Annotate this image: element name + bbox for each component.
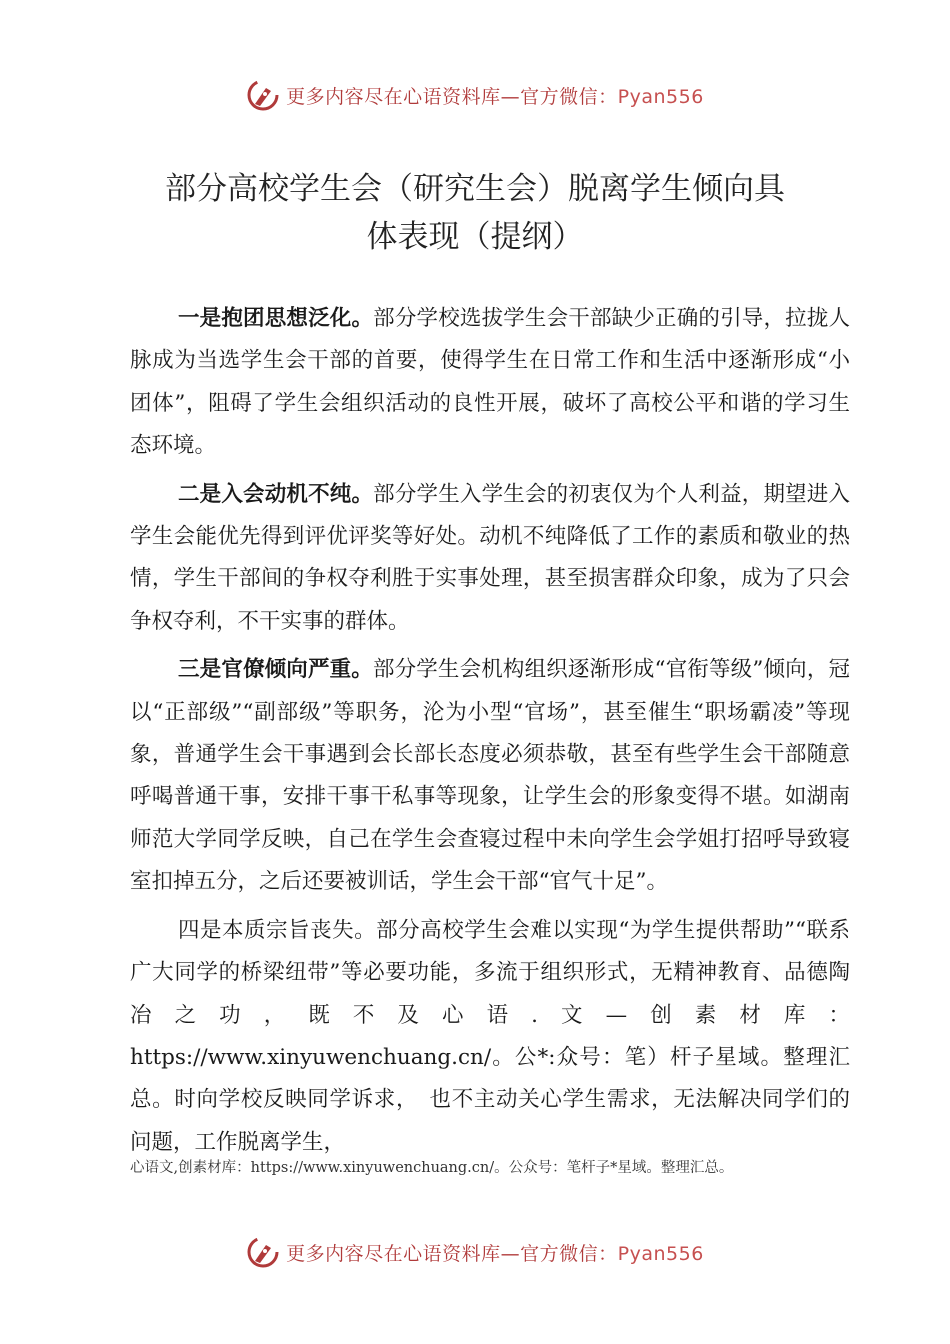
pen-nib-logo-icon [246,1235,280,1269]
paragraph-4 [130,910,850,1164]
paragraph-2 [130,474,850,644]
title-line-2: 体表现（提纲） [366,219,584,255]
banner-text: 更多内容尽在心语资料库—官方微信：Pyan556 [286,1242,704,1265]
paragraph-3 [130,649,850,903]
title-line-1: 部分高校学生会（研究生会）脱离学生倾向具 [165,171,785,207]
paragraph-lead: 一是抱团思想泛化。 [178,306,374,331]
paragraph-text: 部分学校选拔学生会干部缺少正确的引导，拉拢人脉成为当选学生会干部的首要，使得学生在日常工作和生活中逐渐形成“小团体”，阻碍了学生会组织活动的良性开展，破坏了高校公平和谐的学习生态环境。 [130,306,850,459]
footnote: 心语文,创素材库：https://www.xinyuwenchuang.cn/。公众号：笔杆子*星域。整理汇总。 [130,1160,734,1176]
paragraph-text: 部分学生会机构组织逐渐形成“官衔等级”倾向，冠以“正部级”“副部级”等职务，沦为小型“官场”，甚至催生“职场霸凌”等现象，普通学生会干事遇到会长部长态度必须恭敬，甚至有些学生会干部随意呼喝普通干事，安排干事干私事等现象，让学生会的形象变得不堪。如湖南师范大学同学反映，自己在学生会查寝过程中未向学生会学姐打招呼导致寝室扣掉五分，之后还要被训话，学生会干部“官气十足”。 [130,657,850,895]
paragraph-text: 部分学生入学生会的初衷仅为个人利益，期望进入学生会能优先得到评优评奖等好处。动机不纯降低了工作的素质和敬业的热情，学生干部间的争权夺利胜于实事处理，甚至损害群众印象，成为了只会争权夺利，不干实事的群体。 [130,481,850,634]
document-body [130,298,850,1170]
document-title [80,165,870,261]
paragraph-text: 四是本质宗旨丧失。部分高校学生会难以实现“为学生提供帮助”“联系广大同学的桥梁纽带”等必要功能，多流于组织形式，无精神教育、品德陶冶之功，既不及心语.文—创素材库：https://www.xinyuwenchuang.cn/。公*:众号：笔）杆子星域。整理汇总。时向学校反映同学诉求， 也不主动关心学生需求，无法解决同学们的问题，工作脱离学生， [130,917,850,1155]
paragraph-lead: 二是入会动机不纯。 [178,481,374,507]
pen-nib-logo-icon [246,78,280,112]
paragraph-1 [130,298,850,468]
footer-banner [0,1232,950,1272]
header-banner [0,75,950,115]
paragraph-lead: 三是官僚倾向严重。 [178,657,373,683]
banner-text: 更多内容尽在心语资料库—官方微信：Pyan556 [286,85,704,108]
